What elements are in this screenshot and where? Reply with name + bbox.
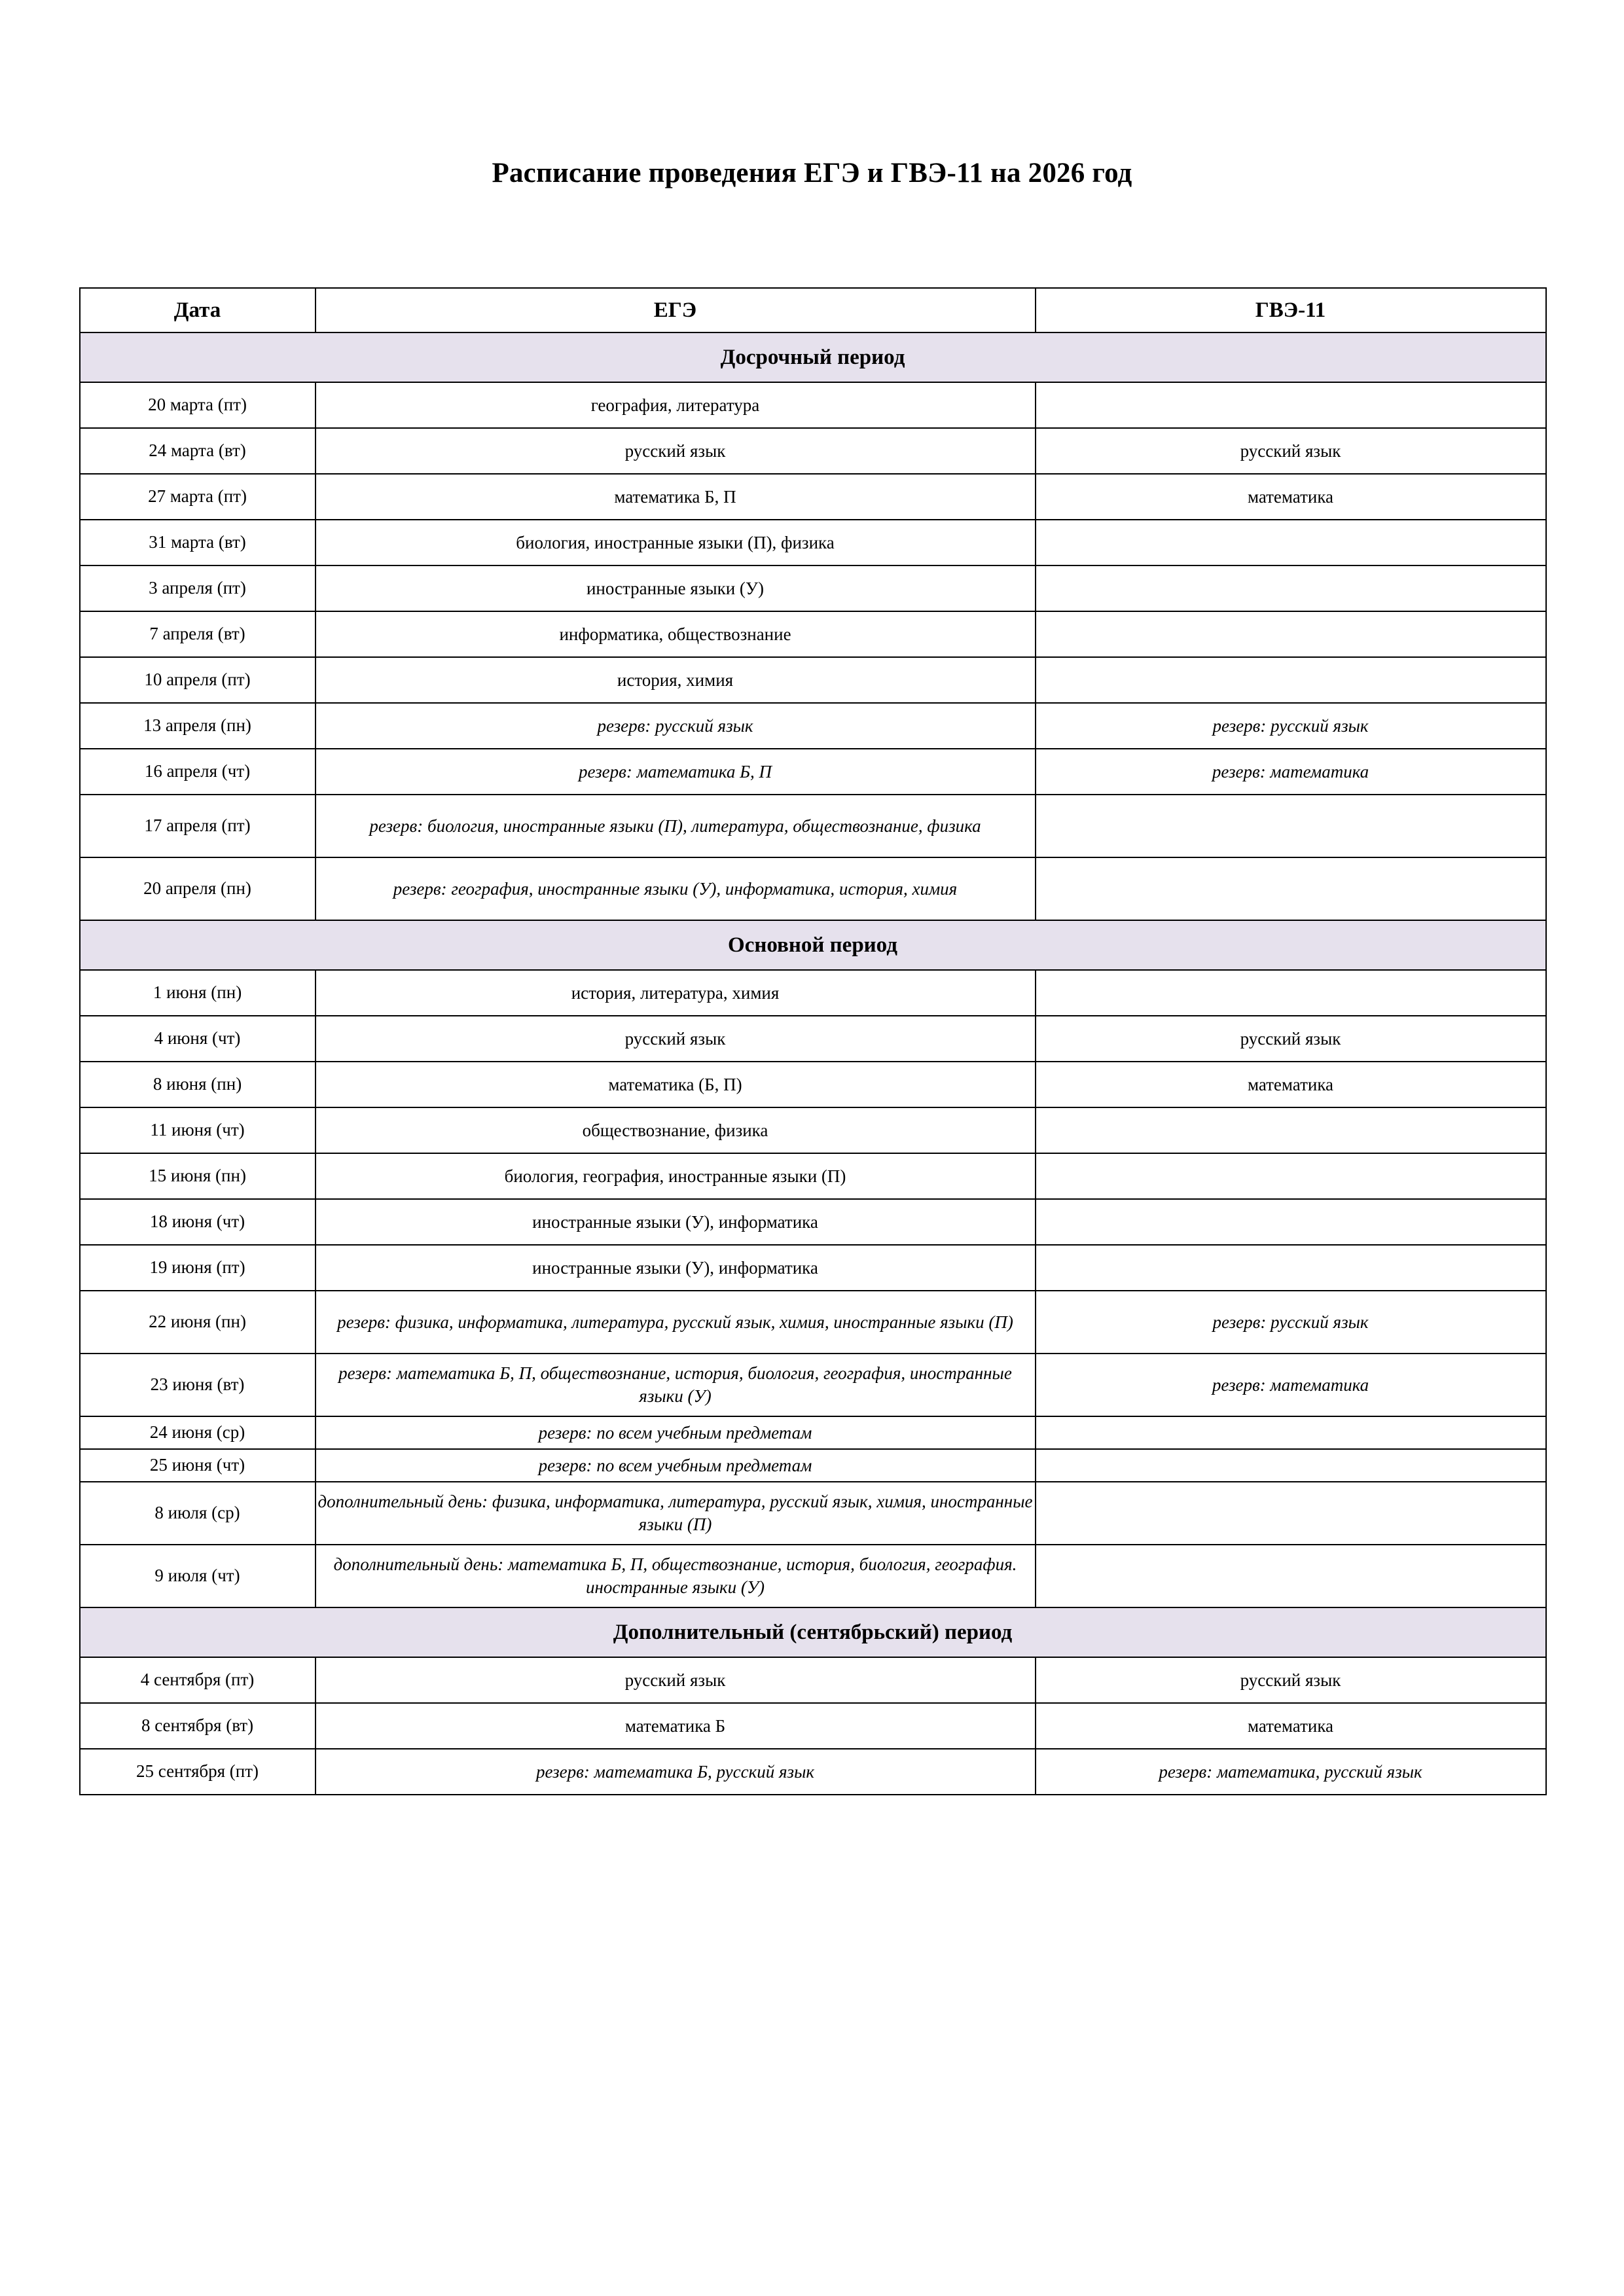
cell-gve-empty: [1036, 1482, 1546, 1545]
cell-date: 1 июня (пн): [80, 970, 316, 1016]
cell-ege-subjects: иностранные языки (У): [316, 565, 1036, 611]
table-row: [80, 1416, 1546, 1449]
cell-date: 13 апреля (пн): [80, 703, 316, 749]
cell-date: 25 сентября (пт): [80, 1749, 316, 1795]
cell-date: 8 июня (пн): [80, 1062, 316, 1107]
cell-date: 25 июня (чт): [80, 1449, 316, 1482]
cell-gve-empty: [1036, 565, 1546, 611]
cell-date: 20 апреля (пн): [80, 857, 316, 920]
page-title: Расписание проведения ЕГЭ и ГВЭ-11 на 2026 год: [492, 158, 1132, 188]
cell-ege-subjects: дополнительный день: физика, информатика, литература, русский язык, химия, иностранные языки (П): [316, 1482, 1036, 1545]
cell-date: 15 июня (пн): [80, 1153, 316, 1199]
cell-ege-subjects: резерв: русский язык: [316, 703, 1036, 749]
table-row: [80, 970, 1546, 1016]
cell-ege-subjects: история, химия: [316, 657, 1036, 703]
cell-ege-subjects: математика (Б, П): [316, 1062, 1036, 1107]
cell-gve-subjects: резерв: математика, русский язык: [1036, 1749, 1546, 1795]
cell-ege-subjects: иностранные языки (У), информатика: [316, 1199, 1036, 1245]
cell-date: 11 июня (чт): [80, 1107, 316, 1153]
cell-date: 8 сентября (вт): [80, 1703, 316, 1749]
table-row: [80, 1062, 1546, 1107]
table-row: [80, 1482, 1546, 1545]
cell-ege-subjects: русский язык: [316, 1016, 1036, 1062]
cell-gve-empty: [1036, 795, 1546, 857]
cell-date: 4 сентября (пт): [80, 1657, 316, 1703]
cell-gve-empty: [1036, 382, 1546, 428]
table-row: [80, 1291, 1546, 1354]
table-row: [80, 611, 1546, 657]
table-row: [80, 1657, 1546, 1703]
table-body: [80, 332, 1546, 1795]
cell-date: 10 апреля (пт): [80, 657, 316, 703]
table-row: [80, 1199, 1546, 1245]
cell-date: 8 июля (ср): [80, 1482, 316, 1545]
cell-gve-empty: [1036, 611, 1546, 657]
table-row: [80, 749, 1546, 795]
cell-date: 4 июня (чт): [80, 1016, 316, 1062]
table-row: [80, 565, 1546, 611]
column-header-ege: ЕГЭ: [316, 288, 1036, 332]
cell-date: 31 марта (вт): [80, 520, 316, 565]
cell-gve-empty: [1036, 657, 1546, 703]
cell-ege-subjects: обществознание, физика: [316, 1107, 1036, 1153]
cell-ege-subjects: география, литература: [316, 382, 1036, 428]
table-row: [80, 1545, 1546, 1607]
column-header-gve: ГВЭ-11: [1036, 288, 1546, 332]
cell-gve-subjects: резерв: математика: [1036, 749, 1546, 795]
cell-ege-subjects: русский язык: [316, 428, 1036, 474]
table-header-row: [80, 288, 1546, 332]
cell-gve-empty: [1036, 1245, 1546, 1291]
cell-gve-empty: [1036, 520, 1546, 565]
table-row: [80, 1354, 1546, 1416]
cell-ege-subjects: резерв: по всем учебным предметам: [316, 1416, 1036, 1449]
cell-date: 19 июня (пт): [80, 1245, 316, 1291]
cell-ege-subjects: математика Б: [316, 1703, 1036, 1749]
table-row: [80, 703, 1546, 749]
cell-ege-subjects: история, литература, химия: [316, 970, 1036, 1016]
cell-date: 27 марта (пт): [80, 474, 316, 520]
cell-gve-subjects: математика: [1036, 1703, 1546, 1749]
cell-ege-subjects: иностранные языки (У), информатика: [316, 1245, 1036, 1291]
table-row: [80, 1153, 1546, 1199]
cell-gve-empty: [1036, 1153, 1546, 1199]
section-header-row: [80, 1607, 1546, 1657]
cell-ege-subjects: резерв: география, иностранные языки (У), информатика, история, химия: [316, 857, 1036, 920]
cell-date: 23 июня (вт): [80, 1354, 316, 1416]
cell-gve-empty: [1036, 970, 1546, 1016]
cell-gve-subjects: математика: [1036, 474, 1546, 520]
section-title: Дополнительный (сентябрьский) период: [80, 1607, 1546, 1657]
cell-gve-subjects: резерв: русский язык: [1036, 703, 1546, 749]
schedule-table-wrapper: [79, 189, 1545, 1795]
cell-date: 22 июня (пн): [80, 1291, 316, 1354]
cell-gve-subjects: русский язык: [1036, 428, 1546, 474]
cell-gve-empty: [1036, 1449, 1546, 1482]
cell-ege-subjects: резерв: физика, информатика, литература, русский язык, химия, иностранные языки (П): [316, 1291, 1036, 1354]
table-row: [80, 1245, 1546, 1291]
cell-gve-empty: [1036, 1199, 1546, 1245]
table-row: [80, 657, 1546, 703]
cell-ege-subjects: дополнительный день: математика Б, П, обществознание, история, биология, география. иностранные языки (У): [316, 1545, 1036, 1607]
section-title: Основной период: [80, 920, 1546, 970]
table-row: [80, 1016, 1546, 1062]
cell-ege-subjects: математика Б, П: [316, 474, 1036, 520]
cell-ege-subjects: биология, иностранные языки (П), физика: [316, 520, 1036, 565]
section-title: Досрочный период: [80, 332, 1546, 382]
cell-date: 24 марта (вт): [80, 428, 316, 474]
table-row: [80, 474, 1546, 520]
cell-gve-empty: [1036, 1545, 1546, 1607]
cell-ege-subjects: резерв: по всем учебным предметам: [316, 1449, 1036, 1482]
cell-ege-subjects: резерв: математика Б, П: [316, 749, 1036, 795]
table-row: [80, 428, 1546, 474]
cell-gve-subjects: русский язык: [1036, 1016, 1546, 1062]
table-row: [80, 795, 1546, 857]
exam-schedule-table: [79, 287, 1547, 1795]
section-header-row: [80, 332, 1546, 382]
cell-gve-subjects: резерв: математика: [1036, 1354, 1546, 1416]
cell-date: 16 апреля (чт): [80, 749, 316, 795]
cell-date: 24 июня (ср): [80, 1416, 316, 1449]
cell-date: 9 июля (чт): [80, 1545, 316, 1607]
cell-ege-subjects: резерв: биология, иностранные языки (П), литература, обществознание, физика: [316, 795, 1036, 857]
table-row: [80, 382, 1546, 428]
cell-date: 18 июня (чт): [80, 1199, 316, 1245]
table-row: [80, 1703, 1546, 1749]
cell-date: 7 апреля (вт): [80, 611, 316, 657]
cell-date: 17 апреля (пт): [80, 795, 316, 857]
cell-ege-subjects: русский язык: [316, 1657, 1036, 1703]
cell-gve-subjects: математика: [1036, 1062, 1546, 1107]
cell-ege-subjects: биология, география, иностранные языки (П): [316, 1153, 1036, 1199]
cell-gve-subjects: русский язык: [1036, 1657, 1546, 1703]
table-row: [80, 1749, 1546, 1795]
cell-ege-subjects: резерв: математика Б, П, обществознание, история, биология, география, иностранные языки (У): [316, 1354, 1036, 1416]
table-head: [80, 288, 1546, 332]
cell-date: 3 апреля (пт): [80, 565, 316, 611]
table-row: [80, 520, 1546, 565]
table-row: [80, 857, 1546, 920]
section-header-row: [80, 920, 1546, 970]
table-row: [80, 1107, 1546, 1153]
cell-gve-empty: [1036, 1107, 1546, 1153]
cell-gve-subjects: резерв: русский язык: [1036, 1291, 1546, 1354]
cell-ege-subjects: резерв: математика Б, русский язык: [316, 1749, 1036, 1795]
cell-gve-empty: [1036, 857, 1546, 920]
cell-date: 20 марта (пт): [80, 382, 316, 428]
cell-ege-subjects: информатика, обществознание: [316, 611, 1036, 657]
cell-gve-empty: [1036, 1416, 1546, 1449]
column-header-date: Дата: [80, 288, 316, 332]
table-row: [80, 1449, 1546, 1482]
